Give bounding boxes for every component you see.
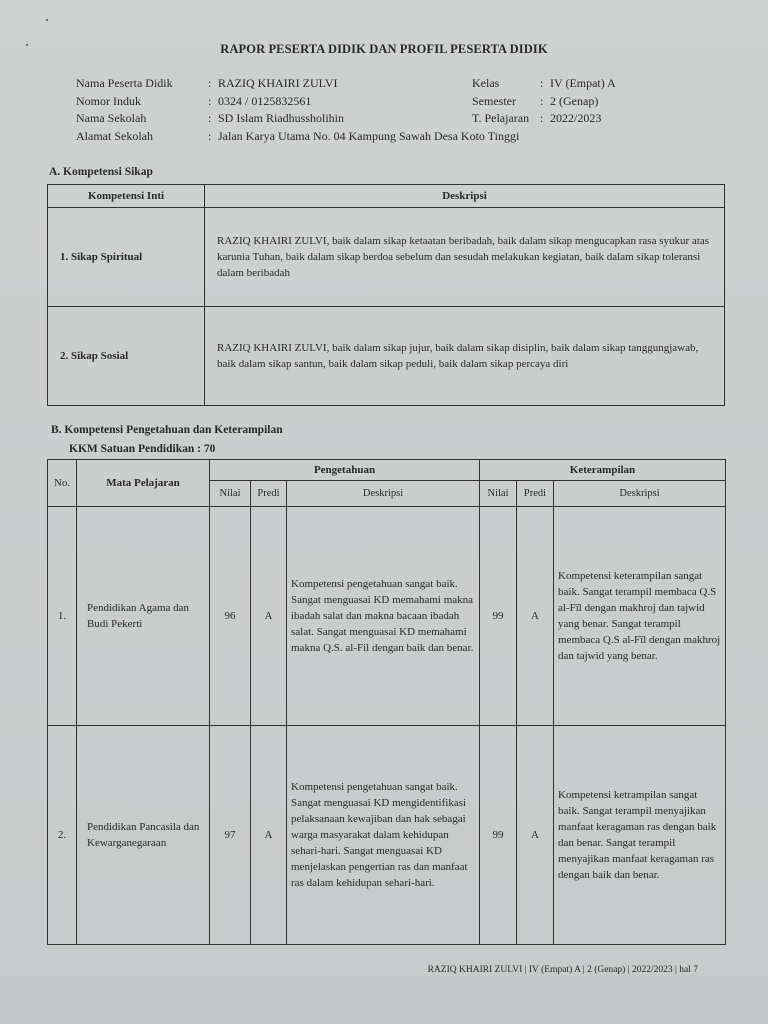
col-kompetensi-inti: Kompetensi Inti: [48, 185, 205, 208]
col-predikat: Predi: [251, 481, 287, 507]
row-number: 2.: [48, 726, 77, 945]
scan-speck: [46, 19, 48, 21]
kkm-label: KKM Satuan Pendidikan : 70: [69, 443, 216, 455]
table-row: [48, 208, 725, 307]
year-value: 2022/2023: [550, 111, 602, 125]
skill-description: Kompetensi keterampilan sangat baik. Sangat terampil membaca Q.S al-Fīl dengan makhroj dan tajwid yang benar. Sangat terampil membaca Q.S al-Fīl dengan makhroj dan tajwid yang benar.: [554, 507, 726, 726]
name-label: Nama Peserta Didik: [76, 76, 173, 90]
class-info: Kelas : IV (Empat) A Semester : 2 (Genap) T. Pelajaran : 2022/2023: [472, 75, 616, 128]
skill-predicate: A: [517, 507, 554, 726]
col-predikat: Predi: [517, 481, 554, 507]
year-label: T. Pelajaran: [472, 111, 530, 125]
school-name: SD Islam Riadhussholihin: [218, 111, 345, 125]
section-b-title: B. Kompetensi Pengetahuan dan Keterampilan: [51, 424, 283, 436]
attitude-table: [47, 184, 725, 406]
skill-score: 99: [480, 726, 517, 945]
col-deskripsi: Deskripsi: [287, 481, 480, 507]
ki-description: RAZIQ KHAIRI ZULVI, baik dalam sikap jujur, baik dalam sikap disiplin, baik dalam sikap tanggungjawab, baik dalam sikap santun, baik dalam sikap peduli, baik dalam sikap percaya diri: [205, 307, 725, 406]
col-keterampilan: Keterampilan: [480, 460, 726, 481]
knowledge-predicate: A: [251, 726, 287, 945]
school-address: Jalan Karya Utama No. 04 Kampung Sawah Desa Koto Tinggi: [218, 128, 520, 143]
student-info: Nama Peserta Didik : RAZIQ KHAIRI ZULVI Nomor Induk : 0324 / 0125832561 Nama Sekolah : SD Islam Riadhussholihin Alamat Sekolah : Jalan Karya Utama No. 04 Kampung Sawah Desa Koto Tinggi: [76, 75, 519, 145]
semester-value: 2 (Genap): [550, 93, 599, 108]
col-deskripsi: Deskripsi: [205, 185, 725, 208]
table-row: [48, 507, 726, 726]
nis-label: Nomor Induk: [76, 93, 141, 108]
subject-name: Pendidikan Agama dan Budi Pekerti: [77, 507, 210, 726]
col-pengetahuan: Pengetahuan: [210, 460, 480, 481]
semester-label: Semester: [472, 93, 516, 108]
ki-description: RAZIQ KHAIRI ZULVI, baik dalam sikap ketaatan beribadah, baik dalam sikap mengucapkan rasa syukur atas karunia Tuhan, baik dalam sikap berdoa sebelum dan sesudah melakukan kegiatan, baik dalam sikap toleransi dalam beribadah: [205, 208, 725, 307]
section-a-title: A. Kompetensi Sikap: [49, 166, 153, 178]
grades-table: [47, 459, 726, 945]
ki-label: 1. Sikap Spiritual: [48, 208, 205, 307]
col-nilai: Nilai: [480, 481, 517, 507]
student-nis: 0324 / 0125832561: [218, 93, 312, 108]
knowledge-score: 96: [210, 507, 251, 726]
knowledge-predicate: A: [251, 507, 287, 726]
ki-label: 2. Sikap Sosial: [48, 307, 205, 406]
school-label: Nama Sekolah: [76, 111, 147, 125]
col-mata-pelajaran: Mata Pelajaran: [77, 460, 210, 507]
knowledge-description: Kompetensi pengetahuan sangat baik. Sangat menguasai KD memahami makna ibadah salat dan makna bacaan ibadah salat. Sangat menguasai KD memahami makna Q.S. al-Fil dengan baik dan benar.: [287, 507, 480, 726]
class-label: Kelas: [472, 76, 500, 90]
knowledge-score: 97: [210, 726, 251, 945]
skill-predicate: A: [517, 726, 554, 945]
col-nilai: Nilai: [210, 481, 251, 507]
table-row: [48, 307, 725, 406]
col-no: No.: [48, 460, 77, 507]
knowledge-description: Kompetensi pengetahuan sangat baik. Sangat menguasai KD mengidentifikasi pelaksanaan kewajiban dan hak sebagai warga masyarakat dalam kehidupan sehari-hari. Sangat menguasai KD menjelaskan pengertian ras dan manfaat ras dalam kehidupan sehari-hari.: [287, 726, 480, 945]
address-label: Alamat Sekolah: [76, 128, 153, 143]
table-row: [48, 726, 726, 945]
class-value: IV (Empat) A: [550, 76, 616, 90]
col-deskripsi: Deskripsi: [554, 481, 726, 507]
student-name: RAZIQ KHAIRI ZULVI: [218, 76, 338, 90]
row-number: 1.: [48, 507, 77, 726]
report-title: RAPOR PESERTA DIDIK DAN PROFIL PESERTA DIDIK: [220, 42, 548, 56]
skill-score: 99: [480, 507, 517, 726]
skill-description: Kompetensi ketrampilan sangat baik. Sangat terampil menyajikan manfaat keragaman ras dengan baik dan benar. Sangat terampil menyajikan manfaat keragaman ras dengan baik dan benar.: [554, 726, 726, 945]
page-footer: RAZIQ KHAIRI ZULVI | IV (Empat) A | 2 (Genap) | 2022/2023 | hal 7: [427, 965, 698, 975]
subject-name: Pendidikan Pancasila dan Kewarganegaraan: [77, 726, 210, 945]
